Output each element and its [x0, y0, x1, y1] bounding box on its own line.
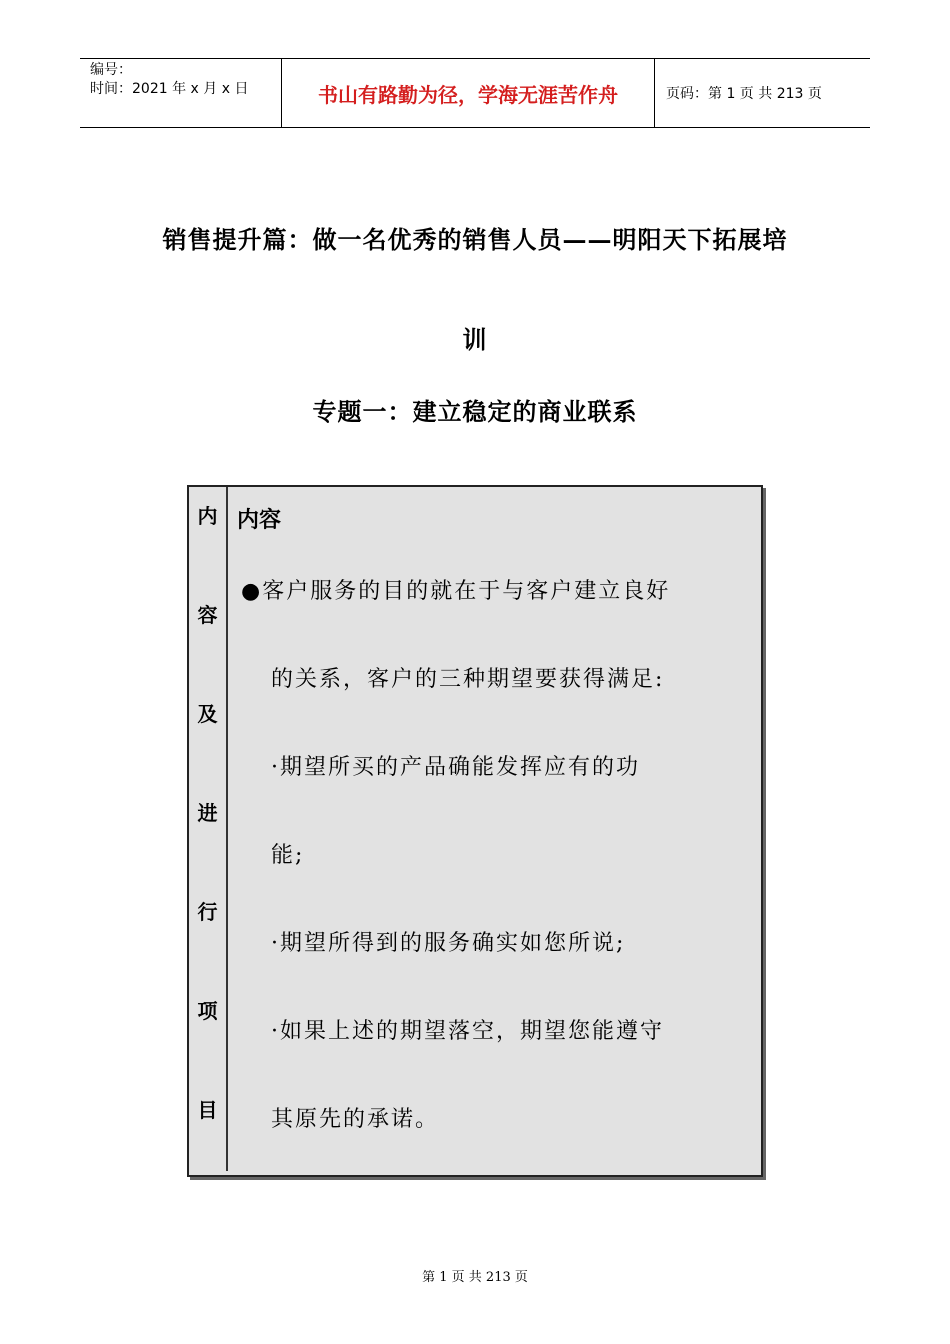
header-divider [654, 59, 655, 127]
content-line: ·期望所买的产品确能发挥应有的功 [271, 755, 640, 780]
title-line-1: 销售提升篇：做一名优秀的销售人员——明阳天下拓展培 [162, 225, 788, 254]
vertical-label-char: 进 [197, 801, 218, 825]
section-subtitle: 专题一：建立稳定的商业联系 [312, 397, 638, 426]
page-header [80, 58, 870, 128]
vertical-label-char: 项 [197, 999, 218, 1023]
bullet-icon: ● [241, 579, 261, 604]
vertical-label-char: 目 [197, 1098, 218, 1122]
content-line-text: 客户服务的目的就在于与客户建立良好 [262, 579, 671, 604]
content-table [187, 485, 763, 1177]
content-line: 的关系，客户的三种期望要获得满足: [271, 667, 665, 692]
document-title [90, 190, 860, 390]
content-line: ·如果上述的期望落空，期望您能遵守 [271, 1019, 664, 1044]
header-page-info: 页码：第 1 页 共 213 页 [666, 86, 822, 102]
title-line-2: 训 [462, 325, 488, 354]
header-time-label: 时间：2021 年 x 月 x 日 [90, 81, 249, 97]
header-number-label: 编号： [90, 62, 132, 78]
content-line: 其原先的承诺。 [271, 1107, 440, 1132]
vertical-label-char: 行 [197, 900, 218, 924]
vertical-label-char: 及 [197, 702, 218, 726]
vertical-label-column [189, 501, 226, 1194]
content-line: ·期望所得到的服务确实如您所说; [271, 931, 626, 956]
header-motto: 书山有路勤为径，学海无涯苦作舟 [318, 82, 618, 107]
table-column-divider [226, 487, 228, 1171]
vertical-label-char: 内 [197, 504, 218, 528]
header-meta [90, 61, 280, 99]
page-footer: 第 1 页 共 213 页 [422, 1270, 528, 1285]
content-body [241, 577, 755, 1193]
vertical-label-char: 容 [197, 603, 218, 627]
content-line: 能; [271, 843, 305, 868]
content-line [241, 577, 755, 665]
content-heading: 内容 [237, 507, 282, 533]
